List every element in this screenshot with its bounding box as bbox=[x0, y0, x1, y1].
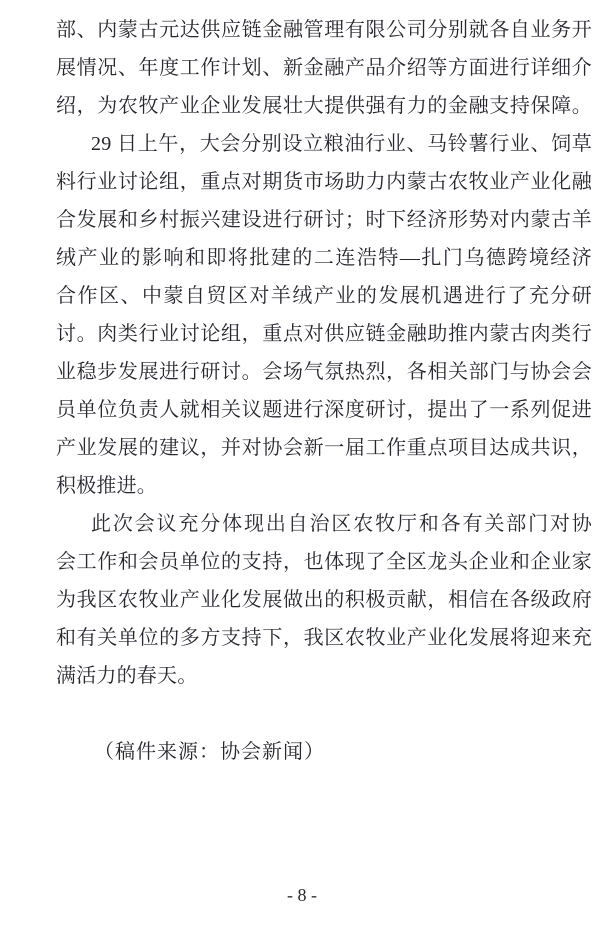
text-line: 合作区、中蒙自贸区对羊绒产业的发展机遇进行了充分研 bbox=[56, 285, 592, 307]
text-line: 展情况、年度工作计划、新金融产品介绍等方面进行详细介 bbox=[56, 57, 592, 79]
text-line: 绍，为农牧产业企业发展壮大提供强有力的金融支持保障。 bbox=[56, 95, 592, 117]
text-line: 员单位负责人就相关议题进行深度研讨，提出了一系列促进 bbox=[56, 399, 592, 421]
text-line: 料行业讨论组，重点对期货市场助力内蒙古农牧业产业化融 bbox=[56, 171, 592, 193]
text-line: 29 日上午，大会分别设立粮油行业、马铃薯行业、饲草 bbox=[91, 133, 592, 155]
text-line: 绒产业的影响和即将批建的二连浩特—扎门乌德跨境经济 bbox=[56, 247, 592, 269]
text-line: 满活力的春天。 bbox=[56, 665, 198, 687]
text-line: 会工作和会员单位的支持，也体现了全区龙头企业和企业家 bbox=[56, 551, 592, 573]
page-number: - 8 - bbox=[287, 885, 317, 905]
text-line: 为我区农牧业产业化发展做出的积极贡献，相信在各级政府 bbox=[56, 589, 592, 611]
text-line: 此次会议充分体现出自治区农牧厅和各有关部门对协 bbox=[91, 513, 592, 535]
text-line: 产业发展的建议，并对协会新一届工作重点项目达成共识， bbox=[56, 437, 592, 459]
text-line: 积极推进。 bbox=[56, 475, 157, 497]
text-line: 部、内蒙古元达供应链金融管理有限公司分别就各自业务开 bbox=[56, 19, 592, 41]
text-line: 合发展和乡村振兴建设进行研讨；时下经济形势对内蒙古羊 bbox=[56, 209, 592, 231]
source-note: （稿件来源：协会新闻） bbox=[94, 741, 325, 763]
text-line: 和有关单位的多方支持下，我区农牧业产业化发展将迎来充 bbox=[56, 627, 592, 649]
text-line: 讨。肉类行业讨论组，重点对供应链金融助推内蒙古肉类行 bbox=[56, 323, 592, 345]
text-line: 业稳步发展进行研讨。会场气氛热烈，各相关部门与协会会 bbox=[56, 361, 592, 383]
text-block bbox=[56, 11, 592, 695]
